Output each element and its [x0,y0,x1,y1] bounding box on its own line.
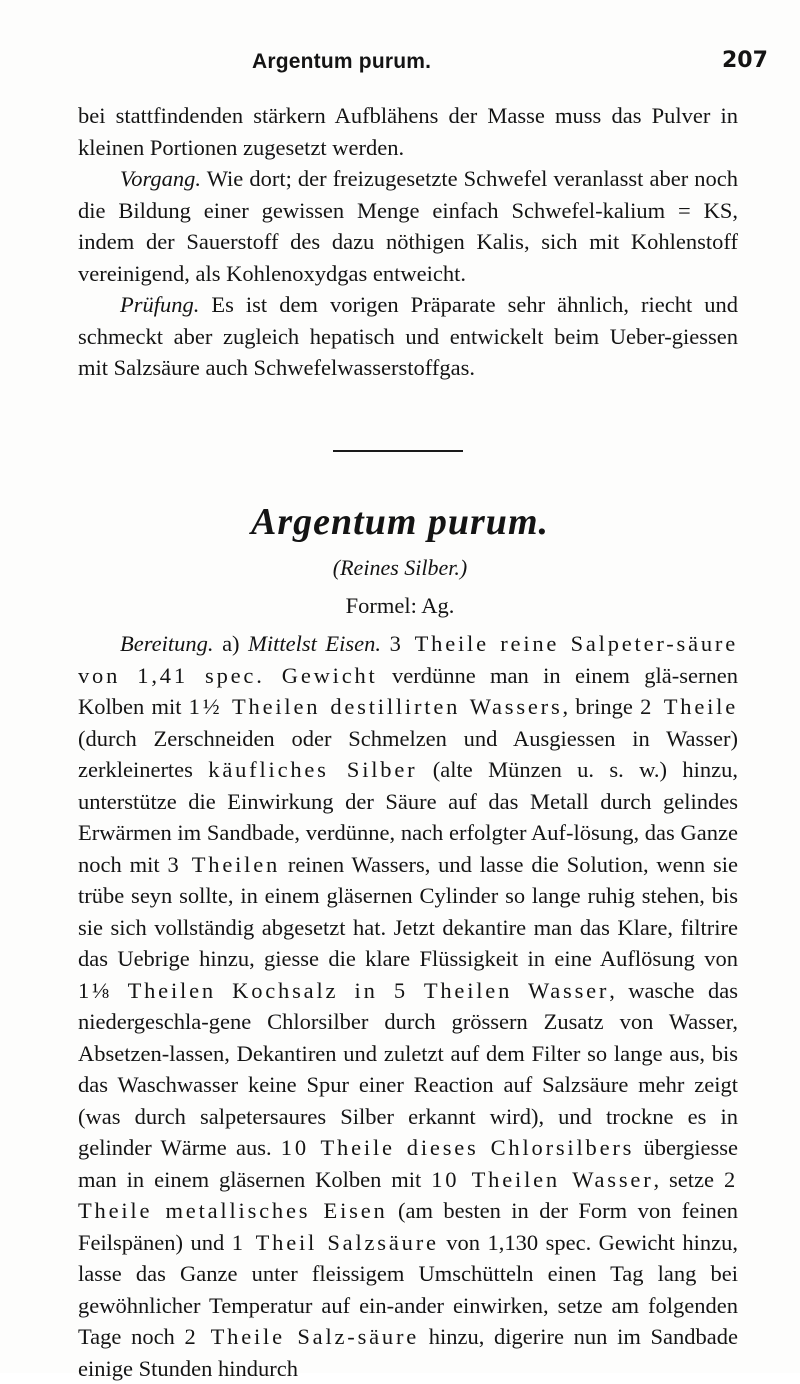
continuation-paragraph: bei stattfindenden stärkern Aufblähens der Masse muss das Pulver in kleinen Portionen zugesetzt werden. [78,103,738,160]
bereitung-paragraph: Bereitung. a) Mittelst Eisen. 3 Theile reine Salpeter-säure von 1,41 spec. Gewicht verdünne man in einem glä-sernen Kolben mit 1½ Theilen destillirten Wassers, bringe 2 Theile (durch Zerschneiden oder Schmelzen und Ausgiessen in Wasser) zerkleinertes käufliches Silber (alte Münzen u. s. w.) hinzu, unterstütze die Einwirkung der Säure auf das Metall durch gelindes Erwärmen im Sandbade, verdünne, nach erfolgter Auf-lösung, das Ganze noch mit 3 Theilen reinen Wassers, und lasse die Solution, wenn sie trübe seyn sollte, in einem gläsernen Cylinder so lange ruhig stehen, bis sie sich vollständig abgesetzt hat. Jetzt dekantire man das Klare, filtrire das Uebrige hinzu, giesse die klare Flüssigkeit in eine Auflösung von 1⅛ Theilen Kochsalz in 5 Theilen Wasser, wasche das niedergeschla-gene Chlorsilber durch grössern Zusatz von Wasser, Absetzen-lassen, Dekantiren und zuletzt auf dem Filter so lange aus, bis das Waschwasser keine Spur einer Reaction auf Salzsäure mehr zeigt (was durch salpetersaures Silber erkannt wird), und trockne es in gelinder Wärme aus. 10 Theile dieses Chlorsilbers übergiesse man in einem gläsernen Kolben mit 10 Theilen Wasser, setze 2 Theile metallisches Eisen (am besten in der Form von feinen Feilspänen) und 1 Theil Salzsäure von 1,130 spec. Gewicht hinzu, lasse das Ganze unter fleissigem Umschütteln einen Tag lang bei gewöhnlicher Temperatur auf ein-ander einwirken, setze am folgenden Tage noch 2 Theile Salz-säure hinzu, digerire nun im Sandbade einige Stunden hindurch [78,631,739,1381]
running-head-title: Argentum purum. [252,50,432,73]
pruefung-label: Prüfung. [120,292,200,317]
bereitung-label: Bereitung. [120,631,214,656]
page-number: 207 [722,48,768,73]
vorgang-label: Vorgang. [120,166,202,191]
vorgang-paragraph: Vorgang. Wie dort; der freizugesetzte Schwefel veranlasst aber noch die Bildung einer gewissen Menge einfach Schwefel-kalium = KS, indem der Sauerstoff des dazu nöthigen Kalis, sich mit Kohlenstoff vereinigend, als Kohlenoxydgas entweicht. [78,166,738,286]
quantity-emphasis: 10 Theilen Wasser [431,1166,654,1192]
quantity-emphasis: 1 Theil Salzsäure [231,1229,439,1255]
section-divider [333,450,463,452]
quantity-emphasis: 1½ Theilen destillirten Wassers [188,694,563,719]
chemical-formula: Formel: Ag. [345,593,455,618]
method-a-label: Mittelst Eisen. [248,631,382,656]
quantity-emphasis: 2 Theile metallisches Eisen [78,1166,739,1223]
quantity-emphasis: 1⅛ Theilen Kochsalz in 5 Theilen Wasser [78,977,610,1003]
bereitung-text [78,628,738,1384]
previous-section-text [78,100,738,384]
section-subtitle: (Reines Silber.) [332,555,468,580]
section-title: Argentum purum. [251,501,549,543]
quantity-emphasis: 2 Theile Salz-säure [184,1324,420,1349]
quantity-emphasis: 2 Theile [640,694,739,719]
quantity-emphasis: 3 Theilen [167,851,281,877]
quantity-emphasis: 10 Theile dieses Chlorsilbers [280,1135,635,1160]
pruefung-paragraph: Prüfung. Es ist dem vorigen Präparate sehr ähnlich, riecht und schmeckt aber zugleich hepatisch und entwickelt beim Ueber-giessen mit Salzsäure auch Schwefelwasserstoffgas. [78,292,738,380]
quantity-emphasis: käufliches Silber [208,757,418,782]
quantity-emphasis: 3 Theile reine Salpeter-säure von 1,41 spec. Gewicht [78,631,739,688]
